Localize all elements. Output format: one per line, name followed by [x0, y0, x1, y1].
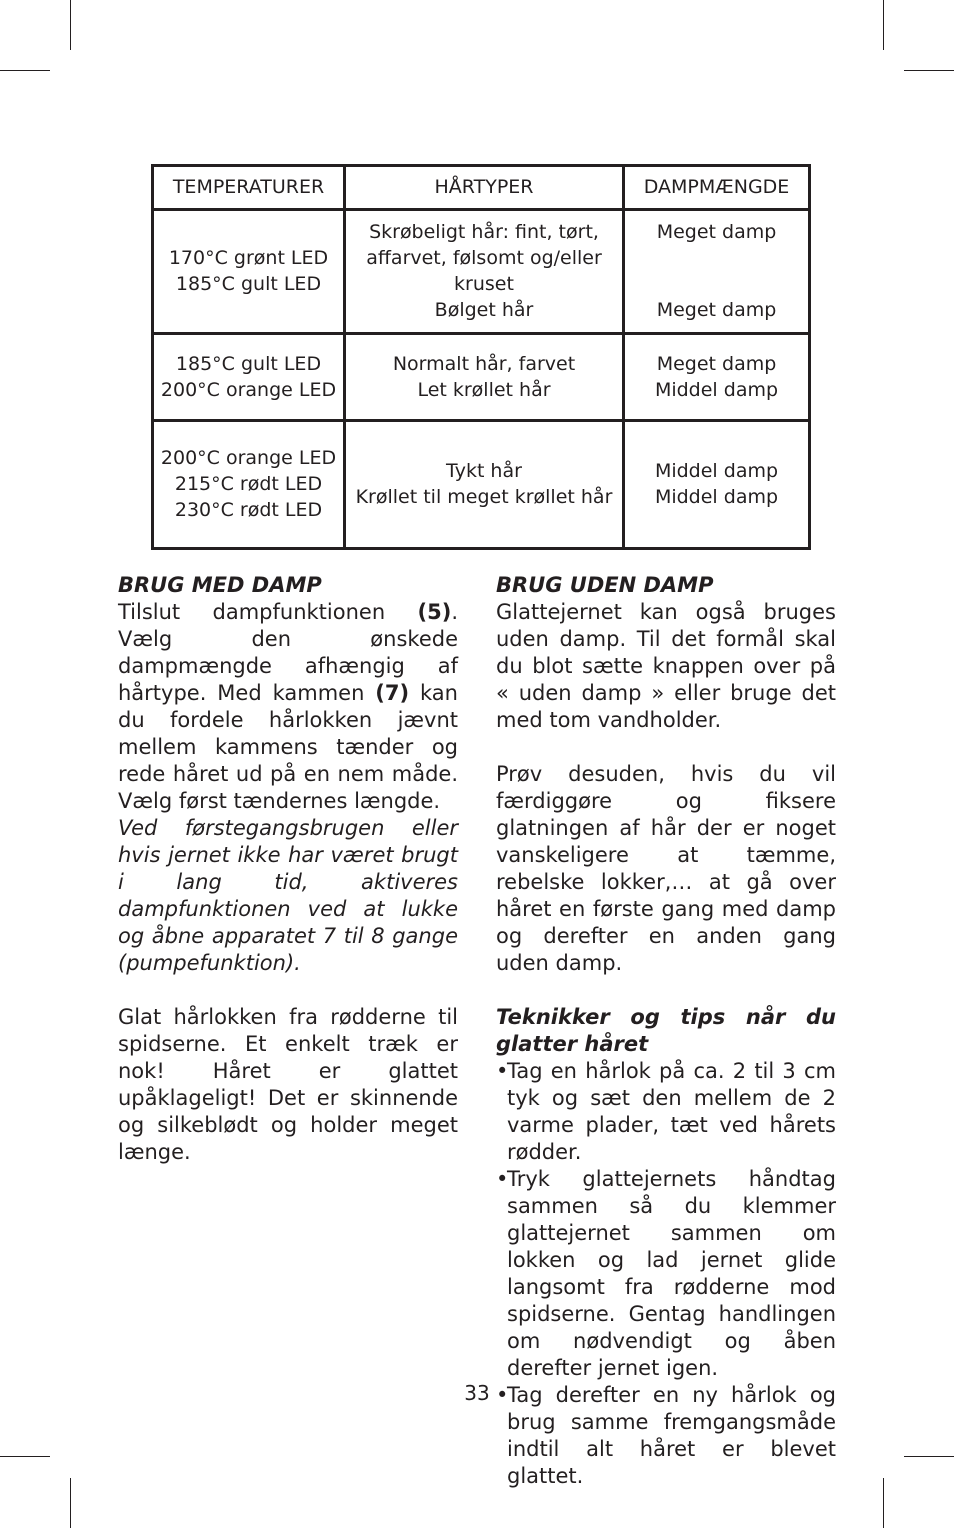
steam-line: Meget damp: [656, 221, 777, 244]
temperature-line: 200°C orange LED: [160, 447, 337, 470]
hair-type-line: Krøllet til meget krøllet hår: [355, 486, 613, 509]
list-item: • Tryk glattejernets håndtag sammen så du klemmer glattejernet sammen om lokken og lad jernet glide langsomt fra rødderne mod spidserne. Gentag handlingen om nødvendigt og åben derefter jernet igen.: [496, 1167, 836, 1380]
steam-line: Middel damp: [654, 460, 779, 483]
table-row: [153, 209, 810, 333]
right-column: [496, 572, 836, 1490]
paragraph-with-steam: Tilslut dampfunktionen (5). Vælg den ønskede dampmængde afhængig af hårtype. Med kammen (7) kan du fordele hårlokken jævnt mellem kammens tænder og rede håret ud på en nem måde. Vælg først tændernes længde.: [118, 600, 458, 813]
table-header-row: [153, 166, 810, 210]
crop-mark: [904, 1456, 954, 1457]
list-item: • Tag en hårlok på ca. 2 til 3 cm tyk og sæt den mellem de 2 varme plader, tæt ved hårets rødder.: [496, 1059, 836, 1164]
temperature-cell: [153, 333, 345, 420]
temperature-settings-table: [151, 164, 811, 550]
temperature-line: 200°C orange LED: [160, 378, 337, 401]
paragraph-straighten: Glat hårlokken fra rødderne til spidserne. Et enkelt træk er nok! Håret er glattet upåklageligt! Det er skinnende og silkeblødt og holder meget længe.: [118, 1005, 458, 1164]
hair-type-line: affarvet, følsomt og/eller: [366, 247, 602, 270]
table-row: [153, 420, 810, 548]
list-item: • Tag derefter en ny hårlok og brug samme fremgangsmåde indtil alt håret er blevet glattet.: [496, 1383, 836, 1488]
paragraph-tip: Prøv desuden, hvis du vil færdiggøre og fiksere glatningen af hår der er noget vanskeligere at tæmme, rebelske lokker,… at gå over håret en første gang med damp og derefter en anden gang uden damp.: [496, 762, 836, 975]
steam-line: Meget damp: [656, 352, 777, 375]
steam-cell: [624, 420, 810, 548]
section-heading-with-steam: BRUG MED DAMP: [118, 573, 322, 597]
left-column: [118, 572, 458, 1166]
header-temperatures: TEMPERATURER: [153, 166, 345, 210]
page-number: 33: [464, 1381, 490, 1405]
hair-type-cell: [345, 420, 624, 548]
steam-line: Middel damp: [654, 486, 779, 509]
steam-line: Middel damp: [654, 378, 779, 401]
hair-type-line: Normalt hår, farvet: [392, 352, 576, 375]
temperature-line: 185°C gult LED: [175, 273, 322, 296]
hair-type-line: Bølget hår: [434, 299, 534, 322]
hair-type-line: Let krøllet hår: [417, 378, 551, 401]
hair-type-line: Skrøbeligt hår: fint, tørt,: [369, 221, 599, 244]
hair-type-line: kruset: [454, 273, 514, 296]
temperature-line: 170°C grønt LED: [168, 247, 329, 270]
steam-line: Meget damp: [656, 299, 777, 322]
crop-mark: [0, 1456, 50, 1457]
crop-mark: [904, 70, 954, 71]
crop-mark: [883, 1478, 884, 1528]
hair-type-line: Tykt hår: [446, 460, 522, 483]
temperature-line: 215°C rødt LED: [174, 473, 323, 496]
paragraph-without-steam: Glattejernet kan også bruges uden damp. Til det formål skal du blot sætte knappen over på « uden damp » eller bruge det med tom vandholder.: [496, 600, 836, 732]
crop-mark: [70, 1478, 71, 1528]
table-row: [153, 333, 810, 420]
crop-mark: [0, 70, 50, 71]
tips-heading: Teknikker og tips når du glatter håret: [496, 1005, 836, 1056]
crop-mark: [883, 0, 884, 50]
hair-type-cell: [345, 209, 624, 333]
crop-mark: [70, 0, 71, 50]
header-hair-types: HÅRTYPER: [345, 166, 624, 210]
steam-cell: [624, 333, 810, 420]
temperature-cell: [153, 209, 345, 333]
temperature-cell: [153, 420, 345, 548]
temperature-line: 185°C gult LED: [175, 352, 322, 375]
temperature-line: 230°C rødt LED: [174, 499, 323, 522]
steam-cell: [624, 209, 810, 333]
section-heading-without-steam: BRUG UDEN DAMP: [496, 573, 714, 597]
first-use-note: Ved førstegangsbrugen eller hvis jernet ikke har været brugt i lang tid, aktiveres dampfunktionen ved at lukke og åbne apparatet 7 til 8 gange (pumpefunktion).: [118, 816, 458, 975]
hair-type-cell: [345, 333, 624, 420]
header-steam-amount: DAMPMÆNGDE: [624, 166, 810, 210]
